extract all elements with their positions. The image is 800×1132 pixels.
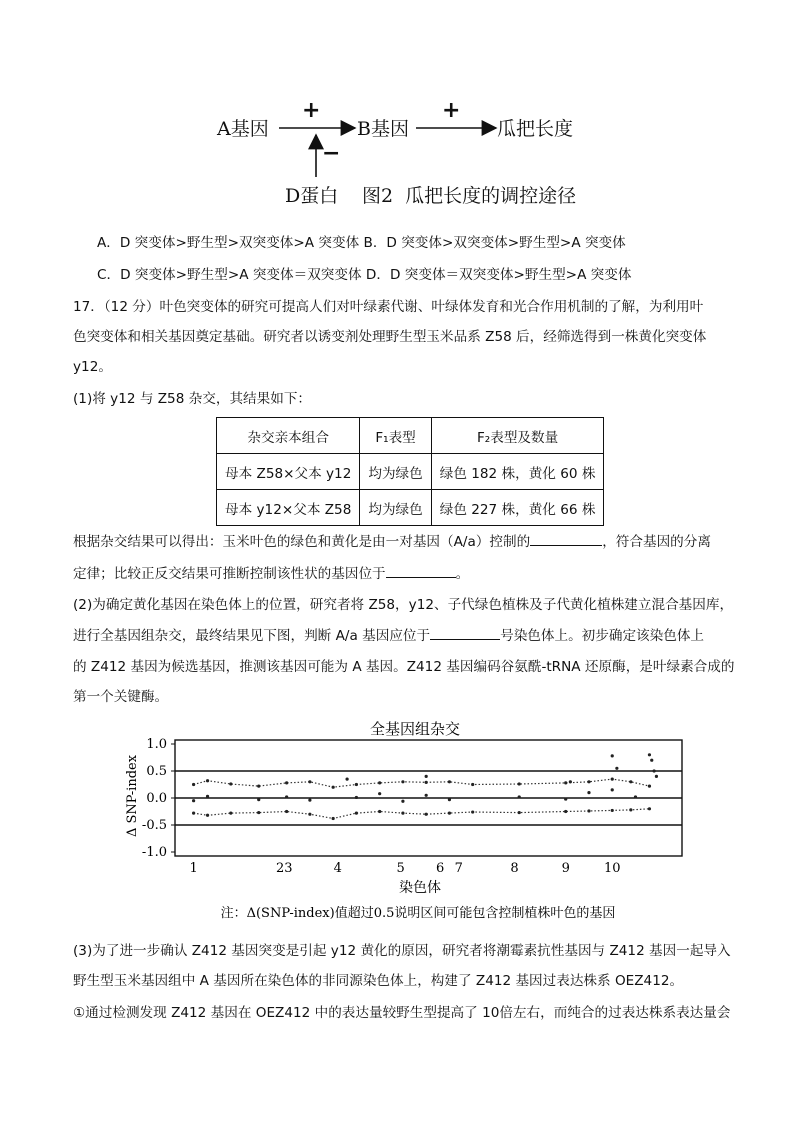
q17-part2-line-2 — [73, 625, 704, 646]
x-tick-label: 23 — [276, 861, 293, 876]
x-tick-label: 5 — [396, 861, 405, 876]
chart-title: 全基因组杂交 — [369, 720, 461, 738]
data-point — [425, 794, 428, 797]
q17-part2-line-1: (2)为确定黄化基因在染色体上的位置，研究者将 Z58，y12、子代绿色植株及子代黄化植株建立混合基因库， — [73, 597, 734, 613]
data-point — [425, 813, 428, 816]
x-tick-label: 7 — [454, 861, 463, 876]
table-header-cell: F₂表型及数量 — [431, 418, 604, 454]
data-point — [401, 800, 404, 803]
q17-part1-answer-line-1 — [73, 531, 711, 552]
data-point — [648, 785, 651, 788]
q17-part3-line-3: ①通过检测发现 Z412 基因在 OEZ412 中的表达量较野生型提高了 10倍左右，而纯合的过表达株系表达量会 — [73, 1005, 731, 1021]
answer-text: 根据杂交结果可以得出：玉米叶色的绿色和黄化是由一对基因（A/a）控制的 — [73, 534, 531, 550]
node-a-gene: A基因 — [217, 118, 269, 140]
x-tick-label: 4 — [333, 861, 342, 876]
series-line — [194, 809, 650, 819]
data-point — [471, 783, 474, 786]
part2-text: 进行全基因组杂交，最终结果见下图，判断 A/a 基因应位于 — [73, 628, 431, 644]
table-row — [217, 454, 604, 490]
minus-sign: − — [322, 141, 341, 166]
data-point — [648, 753, 651, 756]
answer-blank-1[interactable] — [530, 531, 602, 546]
chart-note: 注：Δ(SNP-index)值超过0.5说明区间可能包含控制植株叶色的基因 — [220, 906, 616, 921]
q17-part1-prompt: (1)将 y12 与 Z58 杂交，其结果如下： — [73, 391, 312, 407]
data-point — [569, 780, 572, 783]
node-d-protein: D蛋白 — [285, 185, 339, 207]
data-point — [206, 814, 209, 817]
data-point — [355, 783, 358, 786]
figure-caption: 图2 瓜把长度的调控途径 — [362, 185, 577, 207]
x-tick-label: 1 — [189, 861, 198, 876]
y-tick-label: -0.5 — [141, 818, 167, 833]
x-tick-label: 9 — [561, 861, 570, 876]
x-tick-label: 6 — [435, 861, 445, 876]
data-point — [355, 796, 358, 799]
q17-intro-line-2: 色突变体和相关基因奠定基础。研究者以诱变剂处理野生型玉米品系 Z58 后，经筛选得到一株黄化突变体 — [73, 329, 707, 345]
q17-part1-answer-line-2 — [73, 563, 469, 584]
snp-index-chart — [120, 714, 700, 924]
plus-sign-2: + — [442, 98, 461, 123]
data-point — [285, 781, 288, 784]
data-point — [332, 786, 335, 789]
data-point — [448, 780, 451, 783]
table-header-cell: F₁表型 — [360, 418, 431, 454]
data-point — [652, 769, 655, 772]
answer-blank-2[interactable] — [386, 563, 456, 578]
data-point — [308, 799, 311, 802]
node-b-gene: B基因 — [357, 118, 409, 140]
data-point — [425, 775, 428, 778]
x-axis-label: 染色体 — [399, 880, 441, 896]
data-point — [629, 780, 632, 783]
y-axis-label: Δ SNP-index — [125, 754, 140, 838]
data-point — [587, 791, 590, 794]
data-point — [471, 810, 474, 813]
table-header-cell: 杂交亲本组合 — [217, 418, 360, 454]
data-point — [229, 782, 232, 785]
data-point — [629, 808, 632, 811]
data-point — [308, 780, 311, 783]
q17-part2-line-4: 第一个关键酶。 — [73, 689, 169, 705]
data-point — [448, 798, 451, 801]
table-cell: 母本 Z58×父本 y12 — [217, 454, 360, 490]
data-point — [257, 798, 260, 801]
data-point — [401, 780, 404, 783]
q16-options-line-1: A．D 突变体>野生型>双突变体>A 突变体 B．D 突变体>双突变体>野生型>A 突变体 — [97, 235, 626, 251]
answer-text: 。 — [455, 566, 470, 582]
table-row — [217, 490, 604, 526]
data-point — [655, 775, 658, 778]
q17-part2-line-3: 的 Z412 基因为候选基因，推测该基因可能为 A 基因。Z412 基因编码谷氨酰-tRNA 还原酶，是叶绿素合成的 — [73, 659, 735, 675]
data-point — [564, 810, 567, 813]
data-point — [648, 807, 651, 810]
data-point — [285, 795, 288, 798]
chart-svg — [120, 714, 700, 924]
data-point — [518, 782, 521, 785]
data-point — [425, 781, 428, 784]
data-point — [192, 799, 195, 802]
data-point — [332, 817, 335, 820]
data-point — [611, 778, 614, 781]
cross-results-table — [216, 417, 604, 526]
data-point — [611, 788, 614, 791]
q16-options-line-2: C．D 突变体>野生型>A 突变体＝双突变体 D．D 突变体＝双突变体>野生型>A 突变体 — [97, 267, 632, 283]
data-point — [611, 754, 614, 757]
data-point — [634, 795, 637, 798]
data-point — [355, 812, 358, 815]
table-cell: 绿色 227 株，黄化 66 株 — [431, 490, 604, 526]
data-point — [192, 812, 195, 815]
answer-blank-3[interactable] — [430, 625, 500, 640]
plus-sign-1: + — [302, 98, 321, 123]
data-point — [401, 812, 404, 815]
data-point — [257, 811, 260, 814]
data-point — [378, 781, 381, 784]
table-cell: 均为绿色 — [360, 490, 431, 526]
y-tick-label: 0.0 — [146, 791, 167, 806]
data-point — [192, 783, 195, 786]
data-point — [587, 809, 590, 812]
q17-part3-line-2: 野生型玉米基因组中 A 基因所在染色体的非同源染色体上，构建了 Z412 基因过表达株系 OEZ412。 — [73, 973, 684, 989]
part2-text: 号染色体上。初步确定该染色体上 — [500, 628, 705, 644]
x-tick-label: 8 — [510, 861, 519, 876]
answer-text: ，符合基因的分离 — [602, 534, 711, 550]
data-point — [448, 812, 451, 815]
data-point — [229, 812, 232, 815]
data-point — [206, 795, 209, 798]
table-cell: 母本 y12×父本 Z58 — [217, 490, 360, 526]
node-output: 瓜把长度 — [497, 118, 574, 140]
data-point — [587, 780, 590, 783]
y-tick-label: 0.5 — [146, 764, 167, 779]
x-tick-label: 10 — [603, 861, 621, 876]
data-point — [615, 767, 618, 770]
data-point — [564, 797, 567, 800]
table-cell: 绿色 182 株，黄化 60 株 — [431, 454, 604, 490]
q17-intro-line-1: 17．（12 分）叶色突变体的研究可提高人们对叶绿素代谢、叶绿体发育和光合作用机制的了解，为利用叶 — [73, 299, 704, 315]
data-point — [308, 813, 311, 816]
data-point — [206, 779, 209, 782]
table-header-row — [217, 418, 604, 454]
answer-text: 定律；比较正反交结果可推断控制该性状的基因位于 — [73, 566, 386, 582]
data-point — [650, 759, 653, 762]
table-cell: 均为绿色 — [360, 454, 431, 490]
y-tick-label: -1.0 — [141, 845, 167, 860]
data-point — [518, 811, 521, 814]
data-point — [611, 809, 614, 812]
data-point — [518, 795, 521, 798]
series-line — [194, 779, 650, 787]
data-point — [257, 785, 260, 788]
q17-intro-line-3: y12。 — [73, 359, 112, 375]
q17-part3-line-1: (3)为了进一步确认 Z412 基因突变是引起 y12 黄化的原因，研究者将潮霉素抗性基因与 Z412 基因一起导入 — [73, 943, 731, 959]
data-point — [285, 810, 288, 813]
y-tick-label: 1.0 — [146, 737, 167, 752]
data-point — [564, 781, 567, 784]
data-point — [378, 792, 381, 795]
chart-plot-area — [142, 737, 682, 876]
data-point — [378, 810, 381, 813]
data-point — [346, 778, 349, 781]
